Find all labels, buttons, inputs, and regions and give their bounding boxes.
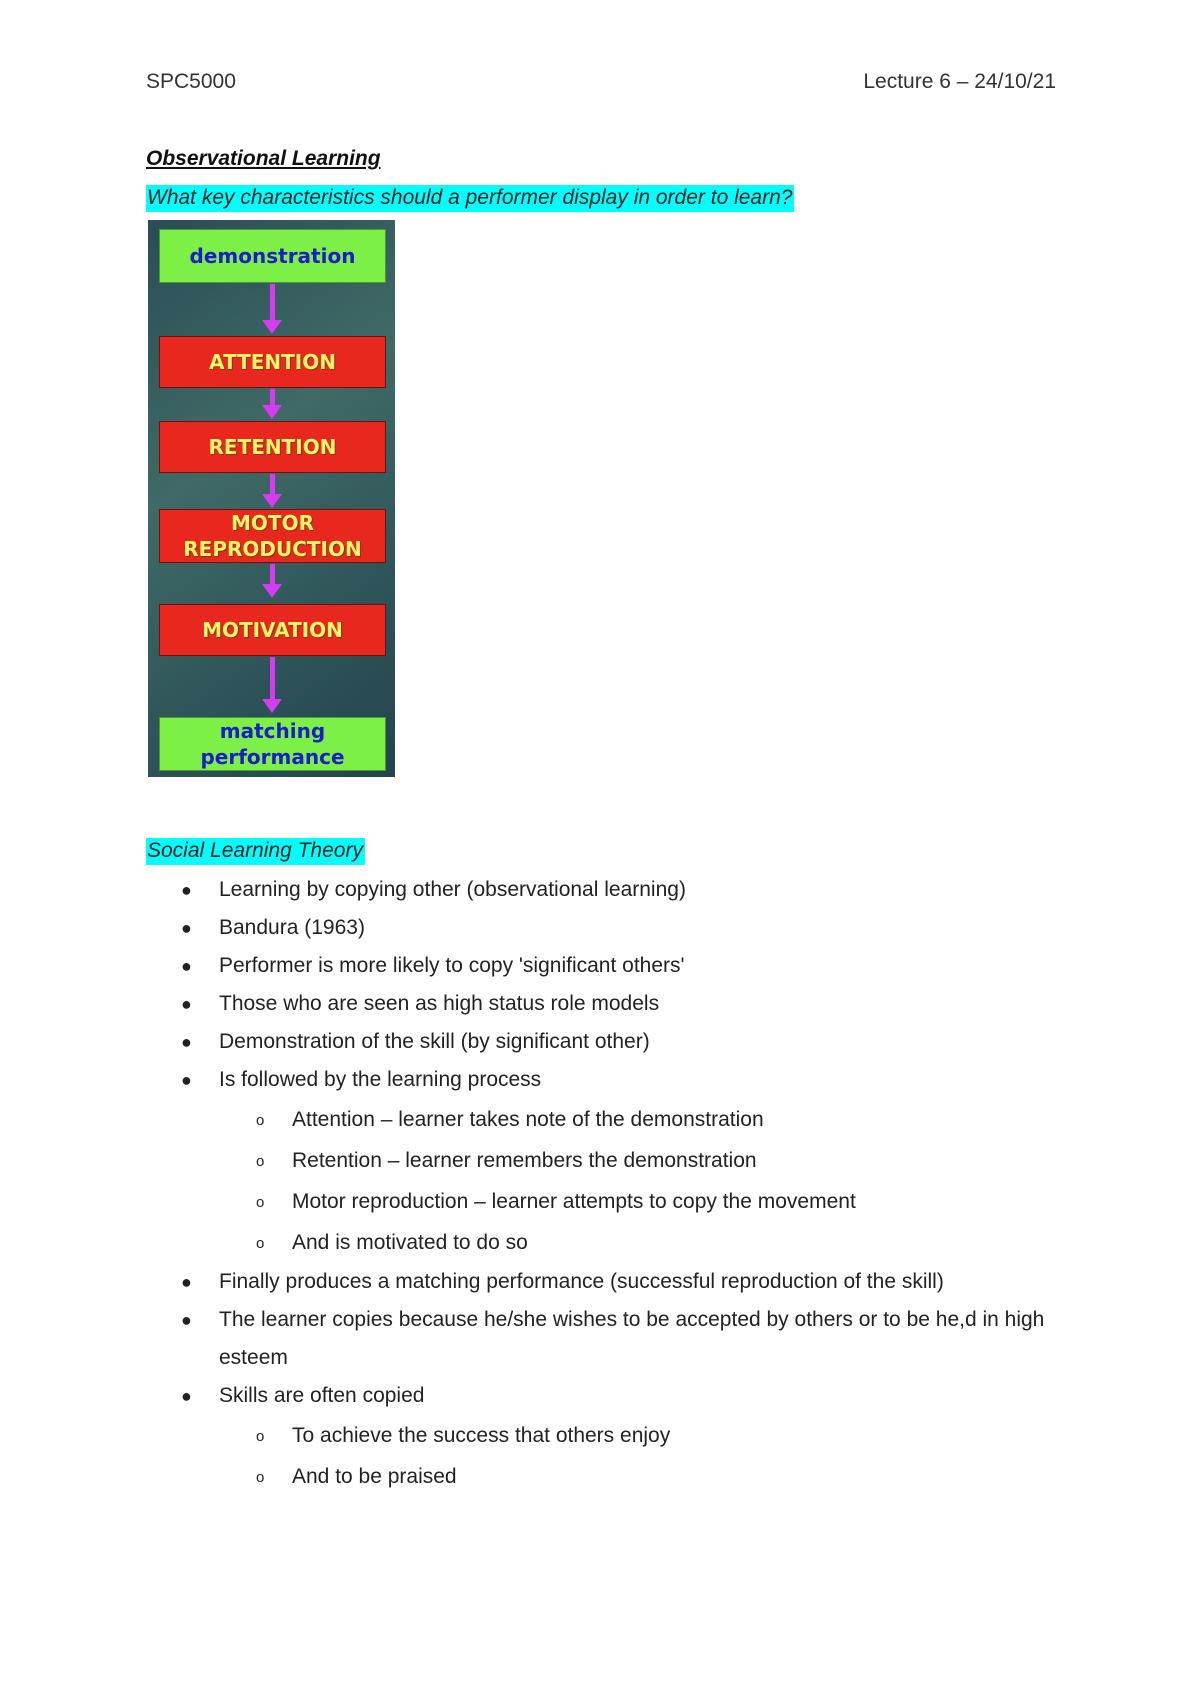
list-item: ● The learner copies because he/she wishes to be accepted by others or to be he,d in high esteem	[146, 1301, 1066, 1377]
highlighted-question: What key characteristics should a performer display in order to learn?	[146, 185, 794, 212]
list-item: ● Demonstration of the skill (by significant other)	[146, 1023, 1066, 1061]
sub-list-item: o To achieve the success that others enjoy	[146, 1415, 1066, 1456]
list-item: ● Finally produces a matching performance (successful reproduction of the skill)	[146, 1263, 1066, 1301]
circle-bullet-icon: o	[256, 1428, 265, 1445]
bullet-icon: ●	[181, 880, 192, 900]
bullet-icon: ●	[181, 1032, 192, 1052]
diagram-step-motor-reproduction: MOTOR REPRODUCTION	[159, 509, 386, 563]
bullet-icon: ●	[181, 994, 192, 1014]
list-item: ● Is followed by the learning process	[146, 1061, 1066, 1099]
list-item: ● Learning by copying other (observational learning)	[146, 871, 1066, 909]
circle-bullet-icon: o	[256, 1112, 265, 1129]
circle-bullet-icon: o	[256, 1235, 265, 1252]
sub-list-item: o And to be praised	[146, 1456, 1066, 1497]
section-title-social-learning-theory: Social Learning Theory	[146, 838, 365, 865]
circle-bullet-icon: o	[256, 1469, 265, 1486]
diagram-step-motivation: MOTIVATION	[159, 604, 386, 656]
header-lecture: Lecture 6 – 24/10/21	[863, 70, 1056, 93]
diagram-step-attention: ATTENTION	[159, 336, 386, 388]
sub-list-item: o Retention – learner remembers the demonstration	[146, 1140, 1066, 1181]
bullet-icon: ●	[181, 1070, 192, 1090]
bullet-icon: ●	[181, 956, 192, 976]
bullet-icon: ●	[181, 918, 192, 938]
social-learning-list	[146, 871, 1066, 1497]
diagram-step-demonstration: demonstration	[159, 229, 386, 283]
diagram-step-matching-performance: matching performance	[159, 717, 386, 771]
bullet-icon: ●	[181, 1272, 192, 1292]
list-item: ● Those who are seen as high status role models	[146, 985, 1066, 1023]
header-course: SPC5000	[146, 70, 236, 93]
bullet-icon: ●	[181, 1310, 192, 1330]
bullet-icon: ●	[181, 1386, 192, 1406]
diagram-step-retention: RETENTION	[159, 421, 386, 473]
sub-list-item: o And is motivated to do so	[146, 1222, 1066, 1263]
sub-list-item: o Attention – learner takes note of the demonstration	[146, 1099, 1066, 1140]
observational-learning-diagram	[148, 220, 395, 777]
circle-bullet-icon: o	[256, 1194, 265, 1211]
list-item: ● Skills are often copied	[146, 1377, 1066, 1415]
list-item: ● Performer is more likely to copy 'significant others'	[146, 947, 1066, 985]
list-item: ● Bandura (1963)	[146, 909, 1066, 947]
sub-list-item: o Motor reproduction – learner attempts to copy the movement	[146, 1181, 1066, 1222]
section-title-observational-learning: Observational Learning	[146, 147, 381, 170]
circle-bullet-icon: o	[256, 1153, 265, 1170]
